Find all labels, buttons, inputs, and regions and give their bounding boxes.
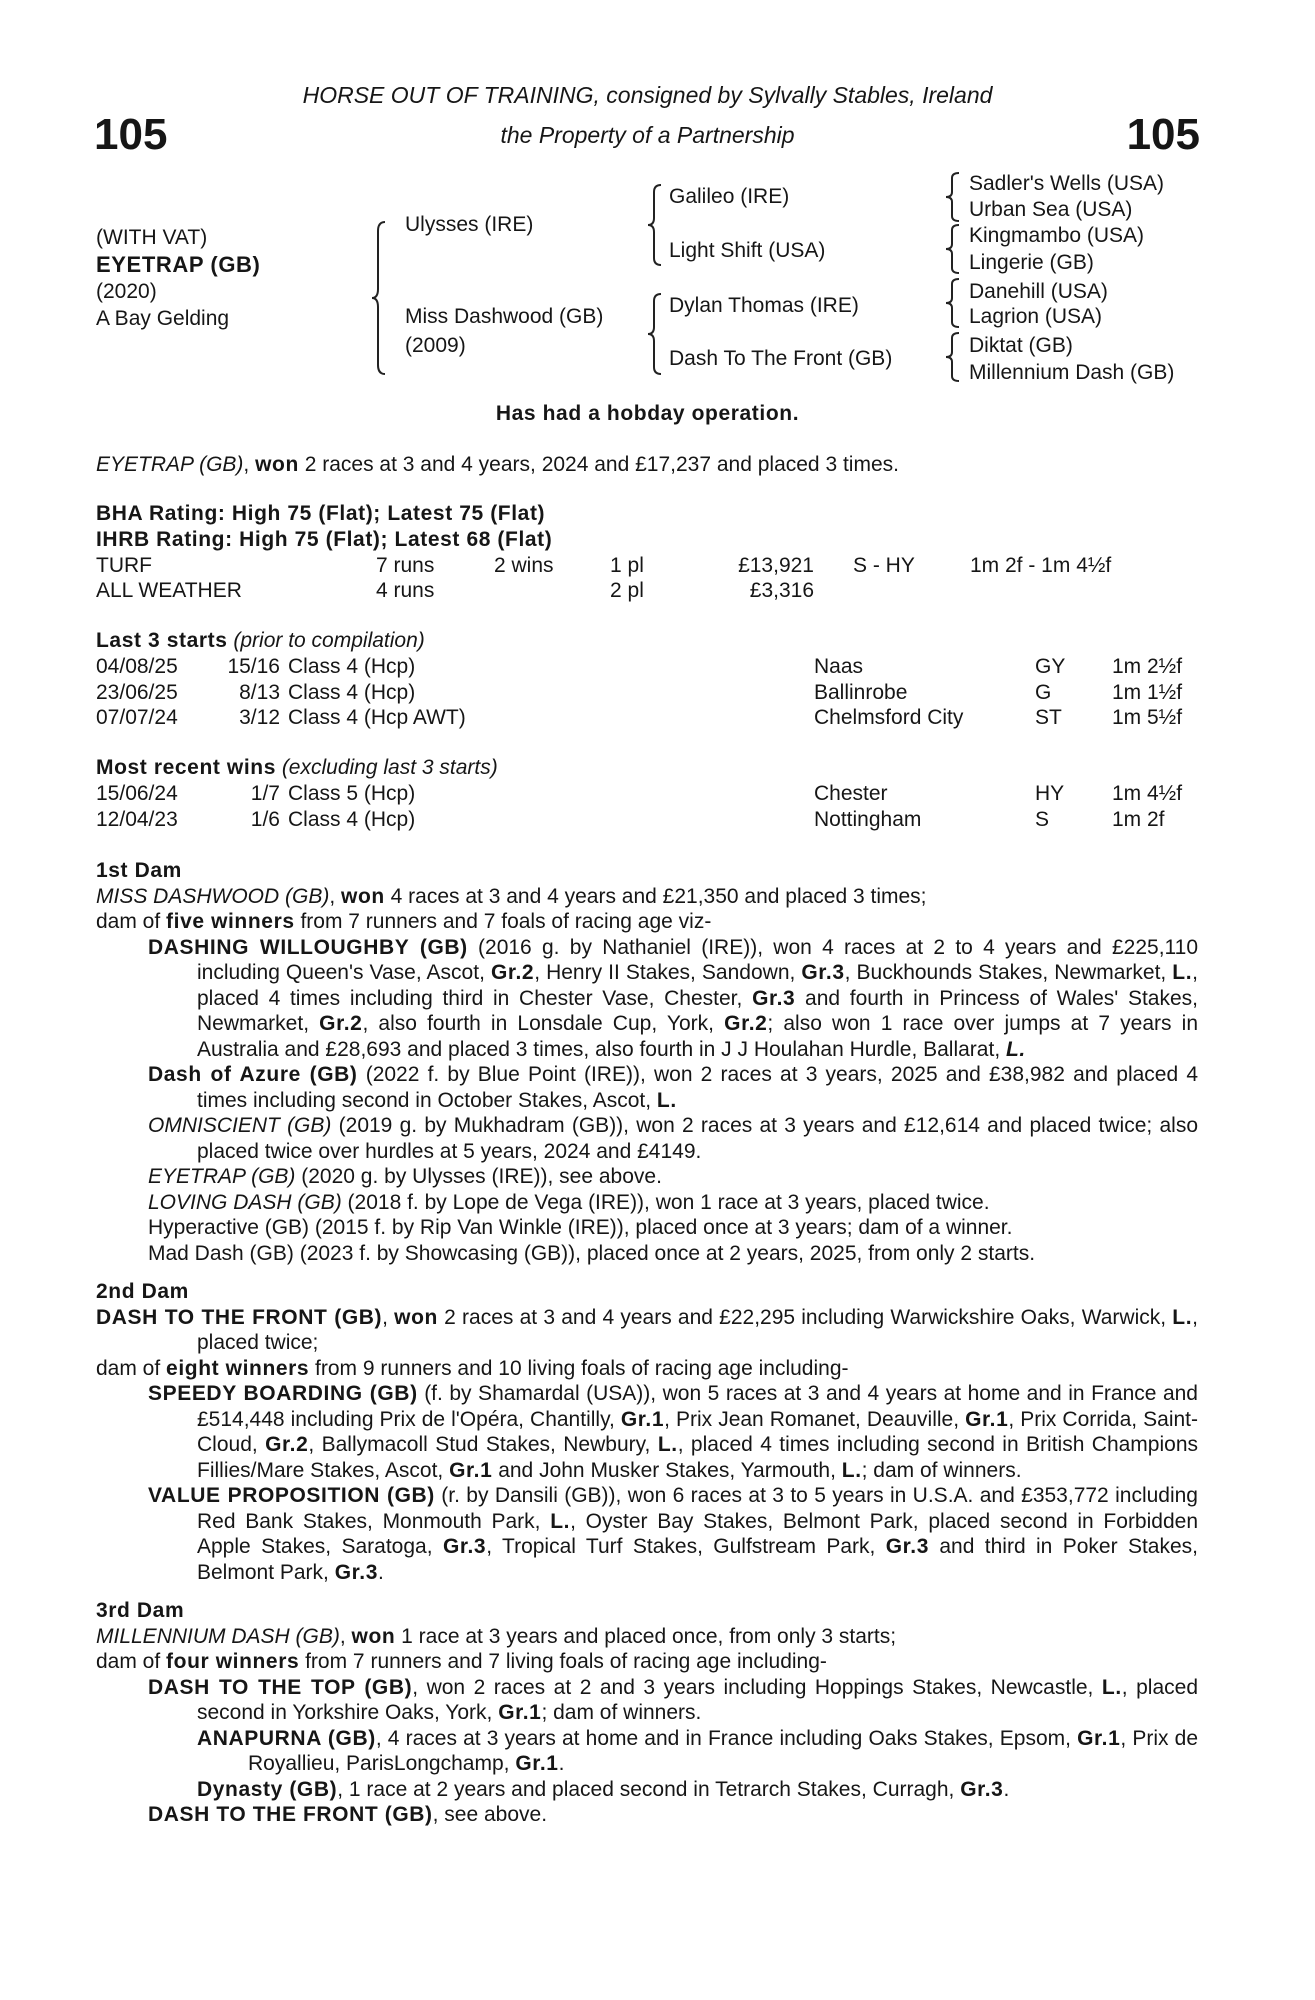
pedigree-brace-sire: [648, 184, 662, 266]
grandparent-4: Lingerie (GB): [969, 251, 1094, 274]
text: ,: [243, 453, 256, 476]
race-class: Class 4 (Hcp): [288, 655, 416, 678]
bold-text: L.: [656, 1088, 677, 1112]
lot-number-left: 105: [94, 110, 168, 159]
property-line: the Property of a Partnership: [500, 122, 795, 148]
race-summary: [96, 452, 899, 478]
bold-text: Gr.2: [319, 1012, 363, 1035]
dam: Miss Dashwood (GB): [405, 305, 604, 328]
horse-name: EYETRAP (GB): [96, 252, 261, 277]
horse-name: DASH TO THE TOP (GB): [148, 1675, 413, 1699]
race-position: 3/12: [239, 706, 280, 729]
bha-rating: BHA Rating: High 75 (Flat); Latest 75 (Flat): [96, 502, 546, 525]
race-distance: 1m 2½f: [1112, 655, 1183, 678]
race-class: Class 4 (Hcp AWT): [288, 706, 466, 729]
grandparent-5: Danehill (USA): [969, 280, 1108, 303]
dam-record: [96, 1305, 1198, 1356]
bold-text: Gr.1: [498, 1701, 542, 1724]
bold-text: Gr.3: [442, 1535, 487, 1558]
record-runs: 4 runs: [376, 579, 435, 602]
text: dam of: [96, 1356, 167, 1380]
race-distance: 1m 4½f: [1112, 782, 1183, 805]
text: ,: [382, 1305, 395, 1329]
grandparent-2: Urban Sea (USA): [969, 198, 1133, 221]
text: , Oyster Bay Stakes, Belmont Park, placed second in Forbidden Apple Stakes, Saratoga,: [197, 1509, 1198, 1558]
text: , see above.: [432, 1803, 548, 1826]
race-date: 12/04/23: [96, 807, 178, 831]
text: ; dam of winners.: [861, 1458, 1022, 1482]
text: (2018 f. by Lope de Vega (IRE)), won 1 race at 3 years, placed twice.: [341, 1190, 990, 1214]
race-going: HY: [1035, 782, 1065, 805]
bold-text: L.: [657, 1433, 678, 1456]
text: dam of: [96, 910, 167, 933]
text: , placed twice;: [197, 1305, 1198, 1354]
race-going: G: [1035, 680, 1052, 704]
text: .: [378, 1560, 384, 1584]
horse-name: Dash of Azure (GB): [148, 1063, 358, 1086]
progeny-entry: [96, 1215, 1198, 1241]
race-position: 8/13: [239, 680, 280, 704]
text: .: [558, 1752, 565, 1775]
grandparent-6: Lagrion (USA): [969, 305, 1103, 328]
bold-text: L.: [1172, 1305, 1193, 1329]
section-subtitle: (prior to compilation): [233, 629, 425, 652]
dam-heading: 3rd Dam: [96, 1599, 185, 1622]
race-date: 15/06/24: [96, 782, 178, 805]
progeny-entry: [96, 935, 1198, 1063]
ihrb-rating: IHRB Rating: High 75 (Flat); Latest 68 (Flat): [96, 528, 553, 551]
bold-text: L.: [841, 1458, 862, 1482]
pedigree-brace-main: [372, 221, 386, 375]
text: , placed 4 times including second in British Champions Fillies/Mare Stakes, Ascot,: [197, 1433, 1199, 1482]
dam-heading: 1st Dam: [96, 859, 182, 882]
progeny-entry: [96, 1241, 1198, 1267]
grandparent-3: Kingmambo (USA): [969, 224, 1145, 247]
race-going: ST: [1035, 706, 1062, 729]
dam-heading: 2nd Dam: [96, 1280, 189, 1303]
bold-text: Gr.1: [965, 1407, 1009, 1431]
bold-text: won: [351, 1624, 396, 1648]
record-placed: 1 pl: [610, 554, 644, 577]
race-position: 1/7: [250, 782, 280, 805]
race-position: 15/16: [227, 655, 280, 678]
race-course: Naas: [814, 655, 864, 678]
text: and fourth in Princess of Wales' Stakes, Newmarket,: [197, 986, 1198, 1035]
text: .: [1003, 1777, 1010, 1801]
sire-sire: Galileo (IRE): [669, 185, 790, 208]
progeny-entry: [96, 1164, 1198, 1190]
horse-name-italic: OMNISCIENT (GB): [148, 1114, 332, 1137]
text: Mad Dash (GB) (2023 f. by Showcasing (GB)), placed once at 2 years, 2025, from only 2 starts.: [148, 1241, 1036, 1265]
dam-sire: Dylan Thomas (IRE): [669, 294, 859, 317]
text: , Tropical Turf Stakes, Gulfstream Park,: [486, 1535, 886, 1558]
spacer: [96, 1266, 1198, 1279]
text: 4 races at 3 and 4 years and £21,350 and placed 3 times;: [384, 884, 927, 908]
progeny-entry: [96, 1777, 1198, 1803]
progeny-entry: [96, 1726, 1198, 1777]
text: ,: [339, 1624, 352, 1648]
text: , placed second in Yorkshire Oaks, York,: [197, 1675, 1198, 1724]
family-section: [96, 858, 1198, 1828]
pedigree-brace-g4: [946, 332, 960, 382]
text: Hyperactive (GB) (2015 f. by Rip Van Winkle (IRE)), placed once at 3 years; dam of a winner.: [148, 1216, 1013, 1239]
progeny-entry: [96, 1802, 1198, 1828]
text: dam of: [96, 1650, 167, 1673]
vat-label: (WITH VAT): [96, 226, 208, 249]
bold-text: eight winners: [166, 1356, 310, 1380]
bold-text: Gr.1: [515, 1752, 559, 1775]
horse-name-italic: EYETRAP (GB): [96, 453, 244, 476]
dam-record: [96, 1356, 1198, 1382]
record-prize: £3,316: [749, 579, 814, 602]
text: (2020 g. by Ulysses (IRE)), see above.: [295, 1165, 662, 1188]
race-course: Chelmsford City: [814, 706, 964, 729]
bold-text: L.: [1101, 1675, 1122, 1699]
dam-record: [96, 884, 1198, 910]
horse-name: DASH TO THE FRONT (GB): [148, 1803, 433, 1826]
text: , Ballymacoll Stud Stakes, Newbury,: [308, 1433, 658, 1456]
race-going: S: [1035, 807, 1050, 831]
horse-name: DASH TO THE FRONT (GB): [96, 1305, 383, 1329]
text: (2016 g. by Nathaniel (IRE)), won 4 races at 2 to 4 years and £225,110 including Queen's Vase, Ascot,: [197, 935, 1199, 984]
bold-text: Gr.3: [960, 1777, 1004, 1801]
text: , 4 races at 3 years at home and in France including Oaks Stakes, Epsom,: [375, 1726, 1078, 1750]
horse-name-italic: LOVING DASH (GB): [148, 1190, 342, 1214]
race-date: 23/06/25: [96, 680, 178, 704]
bold-text: Gr.1: [620, 1407, 665, 1431]
pedigree-brace-g3: [946, 278, 960, 328]
text: from 7 runners and 7 living foals of racing age including-: [299, 1650, 827, 1673]
text: , Prix de Royallieu, ParisLongchamp,: [248, 1726, 1198, 1775]
horse-name-italic: MISS DASHWOOD (GB): [96, 884, 330, 908]
section-title: Last 3 starts: [96, 629, 228, 652]
race-course: Nottingham: [814, 807, 922, 831]
bold-text: L.: [1005, 1037, 1026, 1061]
horse-name: SPEEDY BOARDING (GB): [148, 1382, 418, 1405]
progeny-entry: [96, 1190, 1198, 1216]
dam-record: [96, 909, 1198, 935]
record-surface: ALL WEATHER: [96, 579, 242, 602]
bold-text: Gr.3: [885, 1535, 929, 1558]
record-placed: 2 pl: [610, 579, 644, 602]
text: , won 2 races at 2 and 3 years including Hoppings Stakes, Newcastle,: [412, 1675, 1102, 1699]
bold-text: Gr.3: [334, 1560, 378, 1584]
text: 1 race at 3 years and placed once, from only 3 starts;: [395, 1624, 897, 1648]
sire-dam: Light Shift (USA): [669, 239, 826, 262]
horse-name: VALUE PROPOSITION (GB): [148, 1484, 435, 1507]
text: and John Musker Stakes, Yarmouth,: [492, 1458, 842, 1482]
text: (r. by Dansili (GB)), won 6 races at 3 to 5 years in U.S.A. and £353,772 including Red Bank Stakes, Monmouth Park,: [197, 1484, 1198, 1533]
dam-dam: Dash To The Front (GB): [669, 347, 893, 370]
text: ,: [329, 884, 342, 908]
text: (f. by Shamardal (USA)), won 5 races at 3 and 4 years at home and in France and £514,448 including Prix de l'Opéra, Chantilly,: [197, 1382, 1198, 1431]
record-prize: £13,921: [738, 554, 814, 577]
grandparent-7: Diktat (GB): [969, 334, 1073, 357]
race-position: 1/6: [250, 807, 280, 831]
horse-description: A Bay Gelding: [96, 307, 230, 330]
race-course: Chester: [814, 782, 888, 805]
grandparent-8: Millennium Dash (GB): [969, 361, 1175, 384]
bold-text: Gr.3: [801, 961, 845, 984]
pedigree-brace-g2: [946, 224, 960, 274]
section-subtitle: (excluding last 3 starts): [281, 756, 498, 779]
bold-text: Gr.1: [1077, 1726, 1121, 1750]
bold-text: four winners: [166, 1650, 300, 1673]
text: ; dam of winners.: [541, 1701, 702, 1724]
text: 2 races at 3 and 4 years, 2024 and £17,237 and placed 3 times.: [298, 453, 899, 476]
hobday-note: Has had a hobday operation.: [495, 402, 800, 425]
bold-text: L.: [1172, 961, 1193, 984]
record-going: S - HY: [853, 554, 915, 577]
race-class: Class 4 (Hcp): [288, 807, 416, 831]
bold-text: Gr.3: [752, 986, 796, 1010]
dam-year: (2009): [405, 334, 466, 357]
race-distance: 1m 1½f: [1112, 680, 1183, 704]
race-class: Class 4 (Hcp): [288, 680, 416, 704]
bold-text: L.: [550, 1509, 571, 1533]
progeny-entry: [96, 1483, 1198, 1585]
race-going: GY: [1035, 655, 1066, 678]
bold-text: five winners: [166, 910, 295, 933]
race-distance: 1m 5½f: [1112, 706, 1183, 729]
horse-name-italic: EYETRAP (GB): [148, 1165, 296, 1188]
bold-text: Gr.1: [449, 1458, 493, 1482]
horse-name: Dynasty (GB): [197, 1777, 338, 1801]
bold-text: won: [255, 453, 299, 476]
bold-text: Gr.2: [490, 961, 535, 984]
text: , 1 race at 2 years and placed second in Tetrarch Stakes, Curragh,: [337, 1777, 961, 1801]
race-date: 04/08/25: [96, 655, 178, 678]
bold-text: won: [341, 884, 385, 908]
text: from 7 runners and 7 foals of racing age viz-: [294, 910, 712, 933]
dam-record: [96, 1649, 1198, 1675]
race-distance: 1m 2f: [1112, 807, 1165, 831]
dam-record: [96, 1624, 1198, 1650]
text: , Buckhounds Stakes, Newmarket,: [844, 961, 1173, 984]
horse-name: DASHING WILLOUGHBY (GB): [148, 935, 468, 959]
record-surface: TURF: [96, 554, 152, 577]
pedigree-brace-g1: [946, 172, 960, 222]
horse-name: ANAPURNA (GB): [197, 1726, 376, 1750]
horse-year: (2020): [96, 280, 157, 303]
text: from 9 runners and 10 living foals of racing age including-: [309, 1356, 849, 1380]
record-distance: 1m 2f - 1m 4½f: [970, 554, 1112, 577]
text: ; also won 1 race over jumps at 7 years in Australia and £28,693 and placed 3 times, also fourth in J J Houlahan Hurdle, Ballarat,: [197, 1012, 1198, 1061]
grandparent-1: Sadler's Wells (USA): [969, 172, 1164, 195]
spacer: [96, 1585, 1198, 1598]
text: , Henry II Stakes, Sandown,: [534, 961, 802, 984]
section-title: Most recent wins: [96, 756, 276, 779]
progeny-entry: [96, 1675, 1198, 1726]
text: 2 races at 3 and 4 years and £22,295 including Warwickshire Oaks, Warwick,: [437, 1305, 1173, 1329]
section-heading: [96, 755, 498, 781]
race-course: Ballinrobe: [814, 680, 908, 704]
bold-text: won: [394, 1305, 438, 1329]
text: (2022 f. by Blue Point (IRE)), won 2 races at 3 years, 2025 and £38,982 and placed 4 times including second in October Stakes, Ascot,: [197, 1063, 1198, 1112]
text: , Prix Corrida, Saint-Cloud,: [197, 1407, 1198, 1456]
progeny-entry: [96, 1381, 1198, 1483]
horse-name-italic: MILLENNIUM DASH (GB): [96, 1624, 340, 1648]
progeny-entry: [96, 1062, 1198, 1113]
record-runs: 7 runs: [376, 554, 435, 577]
text: and third in Poker Stakes, Belmont Park,: [197, 1535, 1198, 1584]
section-heading: [96, 628, 425, 654]
text: (2019 g. by Mukhadram (GB)), won 2 races at 3 years and £12,614 and placed twice; also placed twice over hurdles at 5 years, 2024 and £4149.: [197, 1114, 1198, 1163]
text: , also fourth in Lonsdale Cup, York,: [362, 1012, 725, 1035]
text: , placed 4 times including third in Chester Vase, Chester,: [197, 961, 1198, 1010]
record-wins: 2 wins: [494, 554, 554, 577]
bold-text: Gr.2: [265, 1433, 309, 1456]
race-date: 07/07/24: [96, 706, 178, 729]
progeny-entry: [96, 1113, 1198, 1164]
lot-number-right: 105: [1126, 110, 1200, 159]
consignment-line: HORSE OUT OF TRAINING, consigned by Sylvally Stables, Ireland: [302, 82, 993, 108]
sire: Ulysses (IRE): [405, 213, 534, 236]
race-class: Class 5 (Hcp): [288, 782, 416, 805]
pedigree-brace-dam: [648, 293, 662, 375]
text: , Prix Jean Romanet, Deauville,: [664, 1407, 966, 1431]
bold-text: Gr.2: [724, 1012, 768, 1035]
